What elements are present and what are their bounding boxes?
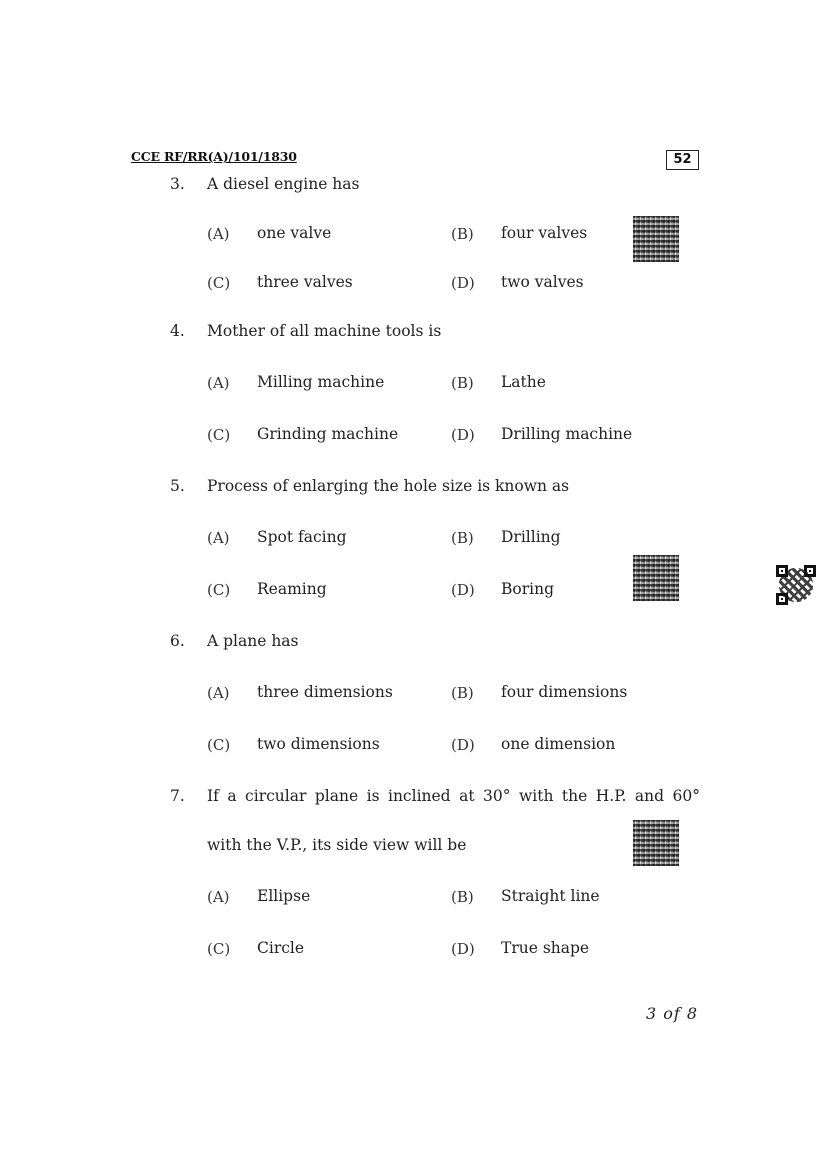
q7-option-a-text: Ellipse <box>257 887 311 905</box>
q7-option-b-text: Straight line <box>501 887 600 905</box>
q5-option-b-letter: (B) <box>451 529 474 547</box>
q4-option-b-letter: (B) <box>451 374 474 392</box>
q7-option-d-letter: (D) <box>451 940 475 958</box>
q5-option-c-letter: (C) <box>207 581 231 599</box>
question-5-number: 5. <box>170 477 185 495</box>
q7-option-c-letter: (C) <box>207 940 231 958</box>
question-7-text-line2: with the V.P., its side view will be <box>207 836 467 854</box>
question-7-number: 7. <box>170 787 185 805</box>
q3-option-c-text: three valves <box>257 273 353 291</box>
qr-code-icon <box>633 216 679 262</box>
q5-option-a-text: Spot facing <box>257 528 347 546</box>
question-5-text: Process of enlarging the hole size is known as <box>207 477 570 495</box>
qr-code-icon <box>776 565 816 605</box>
q3-option-c-letter: (C) <box>207 274 231 292</box>
q6-option-b-text: four dimensions <box>501 683 628 701</box>
q6-option-a-text: three dimensions <box>257 683 393 701</box>
question-3-number: 3. <box>170 175 185 193</box>
q6-option-b-letter: (B) <box>451 684 474 702</box>
q6-option-a-letter: (A) <box>207 684 230 702</box>
question-7-text-line1: If a circular plane is inclined at 30° with the H.P. and 60° <box>207 787 700 805</box>
q6-option-c-letter: (C) <box>207 736 231 754</box>
q3-option-b-text: four valves <box>501 224 588 242</box>
q4-option-b-text: Lathe <box>501 373 546 391</box>
q4-option-c-letter: (C) <box>207 426 231 444</box>
q7-option-c-text: Circle <box>257 939 305 957</box>
q4-option-d-letter: (D) <box>451 426 475 444</box>
q3-option-a-letter: (A) <box>207 225 230 243</box>
qr-code-icon <box>633 555 679 601</box>
q6-option-c-text: two dimensions <box>257 735 380 753</box>
page-number: 3 of 8 <box>646 1004 699 1023</box>
q3-option-d-text: two valves <box>501 273 584 291</box>
q5-option-b-text: Drilling <box>501 528 561 546</box>
q5-option-d-text: Boring <box>501 580 554 598</box>
q4-option-a-letter: (A) <box>207 374 230 392</box>
question-6-text: A plane has <box>207 632 299 650</box>
question-4-number: 4. <box>170 322 185 340</box>
question-3-text: A diesel engine has <box>207 175 360 193</box>
question-6-number: 6. <box>170 632 185 650</box>
question-4-text: Mother of all machine tools is <box>207 322 442 340</box>
q5-option-d-letter: (D) <box>451 581 475 599</box>
q4-option-d-text: Drilling machine <box>501 425 633 443</box>
q4-option-a-text: Milling machine <box>257 373 385 391</box>
q5-option-a-letter: (A) <box>207 529 230 547</box>
q7-option-b-letter: (B) <box>451 888 474 906</box>
q6-option-d-letter: (D) <box>451 736 475 754</box>
q6-option-d-text: one dimension <box>501 735 616 753</box>
q4-option-c-text: Grinding machine <box>257 425 399 443</box>
paper-code: CCE RF/RR(A)/101/1830 <box>131 149 297 164</box>
q3-option-a-text: one valve <box>257 224 332 242</box>
q7-option-d-text: True shape <box>501 939 590 957</box>
page-code-box: 52 <box>666 150 699 170</box>
q5-option-c-text: Reaming <box>257 580 327 598</box>
q3-option-b-letter: (B) <box>451 225 474 243</box>
q7-option-a-letter: (A) <box>207 888 230 906</box>
qr-code-icon <box>633 820 679 866</box>
q3-option-d-letter: (D) <box>451 274 475 292</box>
